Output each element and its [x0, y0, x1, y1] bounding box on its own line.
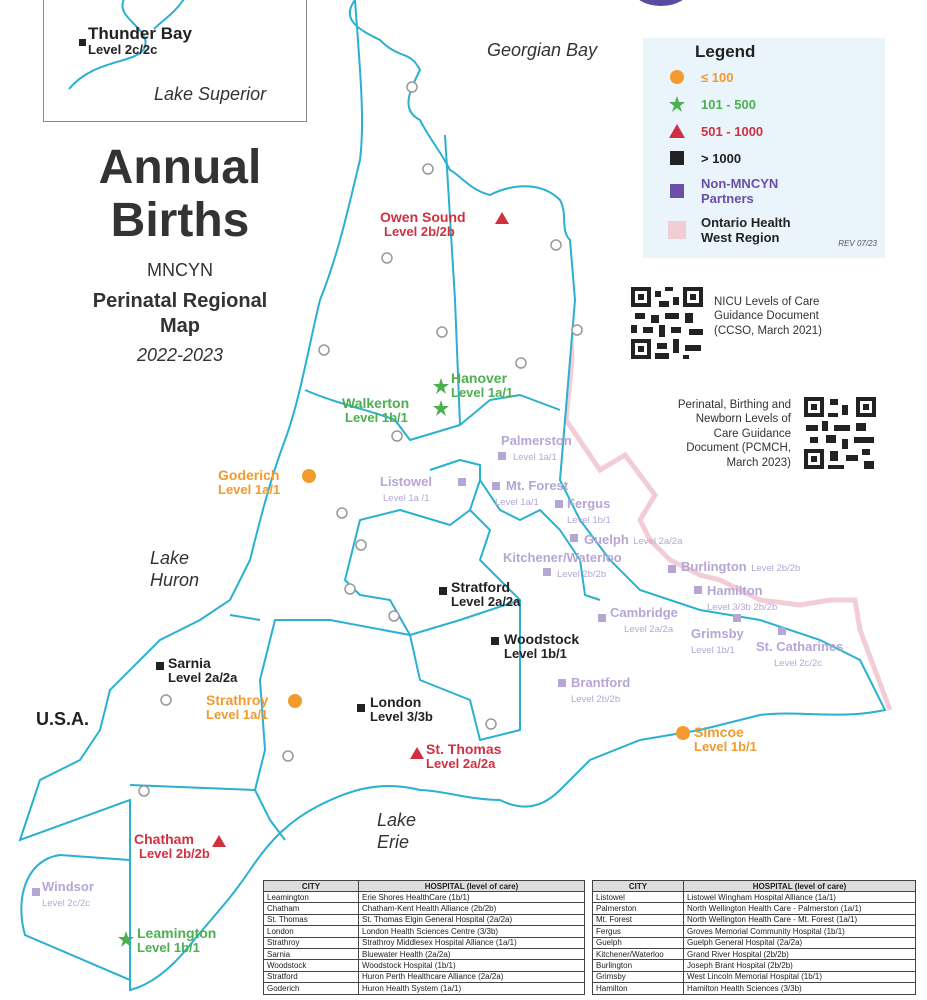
- site-hanover: Hanover Level 1a/1: [451, 370, 514, 400]
- table-row: Woodstock Woodstock Hospital (1b/1): [264, 960, 585, 971]
- legend-item-501-1000: 501 - 1000: [667, 122, 885, 140]
- thunder-bay-inset: [43, 0, 307, 122]
- lake-erie-label: Lake Erie: [377, 810, 417, 852]
- table-row: Strathroy Strathroy Middlesex Hospital Alliance (1a/1): [264, 937, 585, 948]
- legend-revision: REV 07/23: [838, 239, 877, 248]
- table-row: Grimsby West Lincoln Memorial Hospital (1b/1): [593, 971, 916, 982]
- site-goderich: Goderich Level 1a/1: [218, 467, 281, 497]
- table-header-city: CITY: [593, 881, 684, 892]
- title-subtitle: Perinatal Regional Map: [92, 289, 268, 337]
- site-stratford: Stratford Level 2a/2a: [451, 579, 521, 609]
- legend: [643, 38, 885, 258]
- site-grimsby: Grimsby Level 1b/1: [691, 626, 744, 656]
- table-row: Chatham Chatham-Kent Health Alliance (2b/2b): [264, 903, 585, 914]
- site-kitchener: Kitchener/Waterloo Level 2b/2b: [503, 550, 622, 580]
- site-burlington: Burlington Level 2b/2b: [681, 559, 801, 574]
- table-row: Palmerston North Wellington Health Care - Palmerston (1a/1): [593, 903, 916, 914]
- table-row: Leamington Erie Shores HealthCare (1b/1): [264, 892, 585, 903]
- hospital-table-left: [263, 880, 585, 995]
- site-fergus: Fergus Level 1b/1: [567, 496, 611, 526]
- pcmch-qr-code[interactable]: [802, 395, 878, 471]
- star-icon: [667, 95, 687, 113]
- site-palmerston: Palmerston Level 1a/1: [501, 433, 572, 463]
- qr-icon: [802, 395, 878, 471]
- nicu-note: NICU Levels of Care Guidance Document (CCSO, March 2021): [714, 296, 823, 337]
- qr-icon: [629, 285, 705, 361]
- site-windsor: Windsor Level 2c/2c: [42, 879, 94, 909]
- site-cambridge: Cambridge Level 2a/2a: [610, 605, 678, 635]
- legend-item-lte100: ≤ 100: [667, 68, 885, 86]
- table-row: Mt. Forest North Wellington Health Care - Mt. Forest (1a/1): [593, 914, 916, 925]
- site-st-catharines: St. Catharines Level 2c/2c: [756, 639, 844, 669]
- table-row: Hamilton Hamilton Health Sciences (3/3b): [593, 983, 916, 994]
- usa-label: U.S.A.: [36, 709, 90, 729]
- title-main: Annual Births: [98, 141, 262, 247]
- table-header-hospital: HOSPITAL (level of care): [359, 881, 585, 892]
- title-org: MNCYN: [147, 259, 213, 280]
- table-row: Goderich Huron Health System (1a/1): [264, 983, 585, 994]
- lake-huron-label: Lake Huron: [150, 548, 200, 590]
- table-row: St. Thomas St. Thomas Elgin General Hospital (2a/2a): [264, 914, 585, 925]
- table-row: London London Health Sciences Centre (3/3b): [264, 926, 585, 937]
- legend-item-non-mncyn: Non-MNCYN Partners: [667, 176, 885, 206]
- site-st-thomas: St. Thomas Level 2a/2a: [426, 741, 502, 771]
- region-swatch-icon: [667, 221, 687, 239]
- site-walkerton: Walkerton Level 1b/1: [342, 395, 410, 425]
- site-simcoe: Simcoe Level 1b/1: [694, 724, 757, 754]
- site-owen-sound: Owen Sound Level 2b/2b: [380, 209, 466, 239]
- legend-item-gt1000: > 1000: [667, 149, 885, 167]
- table-row: Sarnia Bluewater Health (2a/2a): [264, 948, 585, 959]
- square-icon: [667, 149, 687, 167]
- circle-icon: [667, 68, 687, 86]
- legend-item-101-500: 101 - 500: [667, 95, 885, 113]
- table-row: Fergus Groves Memorial Community Hospital (1b/1): [593, 926, 916, 937]
- site-sarnia: Sarnia Level 2a/2a: [168, 655, 238, 685]
- legend-item-ohwr: Ontario Health West Region: [667, 215, 885, 245]
- site-strathroy: Strathroy Level 1a/1: [206, 692, 269, 722]
- title-years: 2022-2023: [136, 344, 224, 365]
- site-london: London Level 3/3b: [370, 694, 433, 724]
- site-brantford: Brantford Level 2b/2b: [571, 675, 631, 705]
- inset-thunder-bay-label: Thunder Bay Level 2c/2c: [88, 24, 192, 57]
- table-row: Guelph Guelph General Hospital (2a/2a): [593, 937, 916, 948]
- site-mt-forest: Mt. Forest Level 1a/1: [495, 478, 569, 508]
- partner-square-icon: [667, 182, 687, 200]
- table-row: Listowel Listowel Wingham Hospital Alliance (1a/1): [593, 892, 916, 903]
- site-guelph: Guelph Level 2a/2a: [584, 532, 683, 547]
- table-row: Kitchener/Waterloo Grand River Hospital (2b/2b): [593, 948, 916, 959]
- site-woodstock: Woodstock Level 1b/1: [504, 631, 580, 661]
- site-listowel: Listowel Level 1a /1: [380, 474, 433, 504]
- pcmch-note: Perinatal, Birthing and Newborn Levels of Care Guidance Document (PCMCH, March 2023): [677, 399, 791, 469]
- title-block: [60, 142, 300, 366]
- site-leamington: Leamington Level 1b/1: [137, 925, 217, 955]
- table-row: Burlington Joseph Brant Hospital (2b/2b): [593, 960, 916, 971]
- nicu-qr-code[interactable]: [629, 285, 705, 361]
- table-row: Stratford Huron Perth Healthcare Alliance (2a/2a): [264, 971, 585, 982]
- lake-superior-label: Lake Superior: [154, 84, 267, 104]
- site-hamilton: Hamilton Level 3/3b 2b/2b: [707, 583, 778, 613]
- legend-title: Legend: [695, 42, 756, 61]
- table-header-city: CITY: [264, 881, 359, 892]
- triangle-icon: [667, 122, 687, 140]
- table-header-hospital: HOSPITAL (level of care): [684, 881, 916, 892]
- hospital-table-right: [592, 880, 916, 995]
- georgian-bay-label: Georgian Bay: [487, 40, 598, 60]
- site-chatham: Chatham Level 2b/2b: [134, 831, 210, 861]
